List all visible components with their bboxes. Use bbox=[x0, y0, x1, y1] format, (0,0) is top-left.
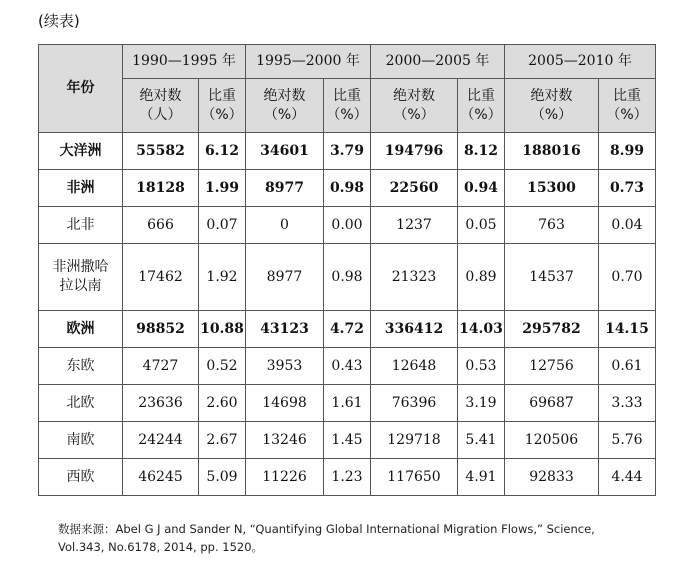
absolute-value-cell: 21323 bbox=[371, 244, 458, 311]
table-row bbox=[39, 244, 656, 311]
absolute-value-cell: 18128 bbox=[123, 170, 199, 207]
absolute-value-cell: 22560 bbox=[371, 170, 458, 207]
period-header: 2000—2005 年 bbox=[371, 45, 505, 79]
share-value-cell: 8.12 bbox=[458, 133, 505, 170]
share-value-cell: 0.73 bbox=[599, 170, 656, 207]
share-header-unit: （%） bbox=[326, 106, 368, 123]
share-header bbox=[199, 79, 246, 133]
share-value-cell: 14.03 bbox=[458, 311, 505, 348]
share-value-cell: 0.53 bbox=[458, 348, 505, 385]
absolute-value-cell: 23636 bbox=[123, 385, 199, 422]
absolute-value-cell: 763 bbox=[505, 207, 599, 244]
source-citation-line1: Abel G J and Sander N, “Quantifying Global International Migration Flows,” Science, bbox=[115, 522, 595, 536]
absolute-header-line: 绝对数 bbox=[393, 87, 435, 104]
absolute-value-cell: 8977 bbox=[246, 170, 324, 207]
share-value-cell: 1.61 bbox=[324, 385, 371, 422]
table-body bbox=[39, 133, 656, 496]
page-label: (续表) bbox=[38, 12, 80, 30]
absolute-value-cell: 13246 bbox=[246, 422, 324, 459]
absolute-value-cell: 76396 bbox=[371, 385, 458, 422]
absolute-value-cell: 17462 bbox=[123, 244, 199, 311]
table-row bbox=[39, 422, 656, 459]
absolute-value-cell: 4727 bbox=[123, 348, 199, 385]
share-header-line: 比重 bbox=[613, 87, 641, 104]
share-value-cell: 5.41 bbox=[458, 422, 505, 459]
share-value-cell: 0.98 bbox=[324, 170, 371, 207]
table-row bbox=[39, 385, 656, 422]
absolute-value-cell: 14698 bbox=[246, 385, 324, 422]
absolute-header bbox=[371, 79, 458, 133]
header-row-periods bbox=[39, 45, 656, 79]
absolute-value-cell: 188016 bbox=[505, 133, 599, 170]
absolute-value-cell: 120506 bbox=[505, 422, 599, 459]
share-value-cell: 1.92 bbox=[199, 244, 246, 311]
share-header-line: 比重 bbox=[333, 87, 361, 104]
region-cell: 北非 bbox=[39, 207, 123, 244]
absolute-header bbox=[123, 79, 199, 133]
share-value-cell: 4.44 bbox=[599, 459, 656, 496]
period-header: 1990—1995 年 bbox=[123, 45, 246, 79]
region-cell: 西欧 bbox=[39, 459, 123, 496]
source-note bbox=[58, 520, 678, 556]
corner-header: 年份 bbox=[39, 45, 123, 133]
share-value-cell: 0.52 bbox=[199, 348, 246, 385]
region-cell: 南欧 bbox=[39, 422, 123, 459]
share-value-cell: 8.99 bbox=[599, 133, 656, 170]
absolute-header bbox=[505, 79, 599, 133]
absolute-value-cell: 336412 bbox=[371, 311, 458, 348]
absolute-value-cell: 55582 bbox=[123, 133, 199, 170]
absolute-value-cell: 69687 bbox=[505, 385, 599, 422]
share-value-cell: 1.45 bbox=[324, 422, 371, 459]
share-value-cell: 0.89 bbox=[458, 244, 505, 311]
share-header-unit: （%） bbox=[460, 106, 502, 123]
share-value-cell: 2.60 bbox=[199, 385, 246, 422]
share-value-cell: 1.99 bbox=[199, 170, 246, 207]
absolute-value-cell: 46245 bbox=[123, 459, 199, 496]
share-value-cell: 0.04 bbox=[599, 207, 656, 244]
region-cell: 欧洲 bbox=[39, 311, 123, 348]
share-value-cell: 0.05 bbox=[458, 207, 505, 244]
share-value-cell: 4.91 bbox=[458, 459, 505, 496]
absolute-header-unit: （%） bbox=[393, 106, 435, 123]
absolute-value-cell: 295782 bbox=[505, 311, 599, 348]
absolute-value-cell: 11226 bbox=[246, 459, 324, 496]
share-value-cell: 5.09 bbox=[199, 459, 246, 496]
absolute-value-cell: 8977 bbox=[246, 244, 324, 311]
absolute-header-line: 绝对数 bbox=[139, 87, 182, 104]
share-value-cell: 0.98 bbox=[324, 244, 371, 311]
share-value-cell: 3.79 bbox=[324, 133, 371, 170]
absolute-header-line: 绝对数 bbox=[263, 87, 306, 104]
share-header-unit: （%） bbox=[606, 106, 648, 123]
table-row bbox=[39, 170, 656, 207]
source-citation-line2: Vol.343, No.6178, 2014, pp. 1520。 bbox=[58, 540, 264, 554]
share-value-cell: 3.33 bbox=[599, 385, 656, 422]
absolute-value-cell: 3953 bbox=[246, 348, 324, 385]
absolute-value-cell: 12648 bbox=[371, 348, 458, 385]
region-label-line: 非洲撒哈 bbox=[52, 259, 109, 275]
share-header-line: 比重 bbox=[208, 87, 236, 104]
absolute-value-cell: 98852 bbox=[123, 311, 199, 348]
absolute-value-cell: 666 bbox=[123, 207, 199, 244]
absolute-header bbox=[246, 79, 324, 133]
absolute-value-cell: 0 bbox=[246, 207, 324, 244]
region-cell: 东欧 bbox=[39, 348, 123, 385]
absolute-value-cell: 15300 bbox=[505, 170, 599, 207]
share-header-unit: （%） bbox=[201, 106, 243, 123]
absolute-header-unit: （%） bbox=[263, 106, 306, 123]
share-value-cell: 4.72 bbox=[324, 311, 371, 348]
share-value-cell: 0.00 bbox=[324, 207, 371, 244]
header-row-measures bbox=[39, 79, 656, 133]
share-value-cell: 2.67 bbox=[199, 422, 246, 459]
table-row bbox=[39, 459, 656, 496]
share-value-cell: 5.76 bbox=[599, 422, 656, 459]
share-value-cell: 0.61 bbox=[599, 348, 656, 385]
region-label-line: 拉以南 bbox=[59, 278, 102, 294]
source-label: 数据来源： bbox=[58, 522, 116, 536]
absolute-value-cell: 1237 bbox=[371, 207, 458, 244]
share-value-cell: 0.70 bbox=[599, 244, 656, 311]
absolute-value-cell: 92833 bbox=[505, 459, 599, 496]
absolute-value-cell: 129718 bbox=[371, 422, 458, 459]
table-row bbox=[39, 348, 656, 385]
absolute-header-unit: （%） bbox=[530, 106, 573, 123]
absolute-header-unit: （人） bbox=[139, 106, 182, 123]
absolute-value-cell: 14537 bbox=[505, 244, 599, 311]
table-row bbox=[39, 207, 656, 244]
absolute-value-cell: 12756 bbox=[505, 348, 599, 385]
absolute-value-cell: 43123 bbox=[246, 311, 324, 348]
absolute-value-cell: 117650 bbox=[371, 459, 458, 496]
share-value-cell: 6.12 bbox=[199, 133, 246, 170]
table-row bbox=[39, 133, 656, 170]
share-value-cell: 14.15 bbox=[599, 311, 656, 348]
share-value-cell: 1.23 bbox=[324, 459, 371, 496]
region-cell: 大洋洲 bbox=[39, 133, 123, 170]
absolute-value-cell: 24244 bbox=[123, 422, 199, 459]
region-cell bbox=[39, 244, 123, 311]
share-value-cell: 0.43 bbox=[324, 348, 371, 385]
migration-table bbox=[38, 44, 656, 496]
absolute-header-line: 绝对数 bbox=[530, 87, 573, 104]
absolute-value-cell: 194796 bbox=[371, 133, 458, 170]
table-row bbox=[39, 311, 656, 348]
share-value-cell: 10.88 bbox=[199, 311, 246, 348]
share-header bbox=[458, 79, 505, 133]
share-value-cell: 0.07 bbox=[199, 207, 246, 244]
period-header: 2005—2010 年 bbox=[505, 45, 656, 79]
region-cell: 北欧 bbox=[39, 385, 123, 422]
share-header bbox=[324, 79, 371, 133]
period-header: 1995—2000 年 bbox=[246, 45, 371, 79]
region-cell: 非洲 bbox=[39, 170, 123, 207]
absolute-value-cell: 34601 bbox=[246, 133, 324, 170]
share-value-cell: 3.19 bbox=[458, 385, 505, 422]
share-header-line: 比重 bbox=[467, 87, 495, 104]
share-header bbox=[599, 79, 656, 133]
share-value-cell: 0.94 bbox=[458, 170, 505, 207]
